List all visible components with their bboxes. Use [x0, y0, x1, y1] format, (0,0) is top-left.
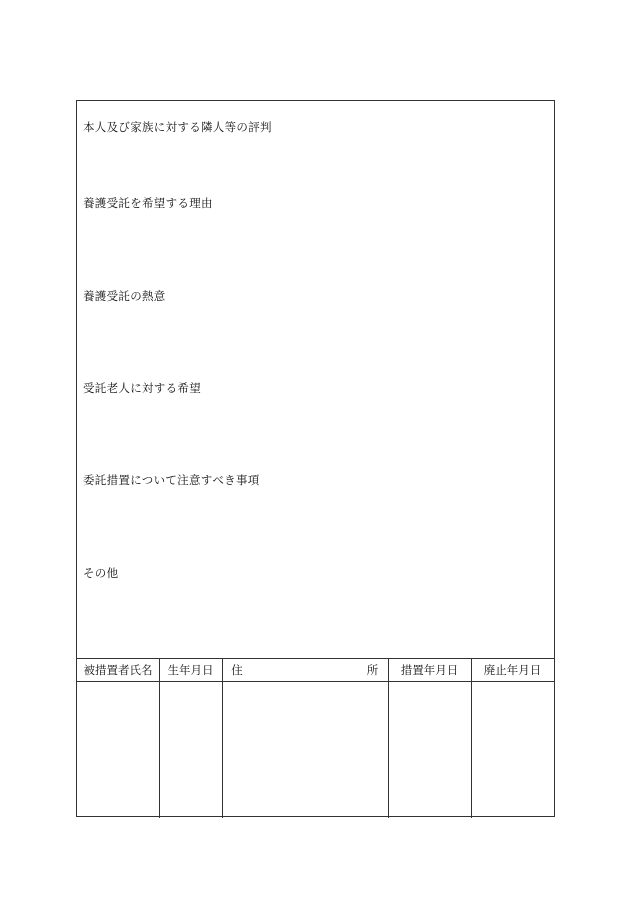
cell-placement-date[interactable]	[388, 682, 471, 817]
header-birthdate: 生年月日	[167, 663, 214, 677]
section-notes-label: 委託措置について注意すべき事項	[83, 473, 260, 487]
cell-birthdate[interactable]	[159, 682, 222, 817]
assessment-sections	[77, 101, 554, 658]
section-neighbor-reputation-label: 本人及び家族に対する隣人等の評判	[83, 120, 272, 134]
cell-name[interactable]	[77, 682, 159, 817]
section-wishes-label: 受託老人に対する希望	[83, 381, 201, 395]
section-other-label: その他	[83, 566, 119, 580]
cell-termination-date[interactable]	[471, 682, 554, 817]
header-termination-date: 廃止年月日	[483, 663, 542, 677]
header-name: 被措置者氏名	[83, 663, 153, 677]
section-reason-label: 養護受託を希望する理由	[83, 196, 213, 210]
placement-table	[77, 658, 554, 818]
header-address-left: 住	[231, 663, 243, 677]
header-placement-date: 措置年月日	[400, 663, 459, 677]
cell-address[interactable]	[222, 682, 388, 817]
header-address-right: 所	[366, 663, 379, 677]
foster-care-form	[76, 100, 555, 817]
section-enthusiasm-label: 養護受託の熱意	[83, 289, 166, 303]
